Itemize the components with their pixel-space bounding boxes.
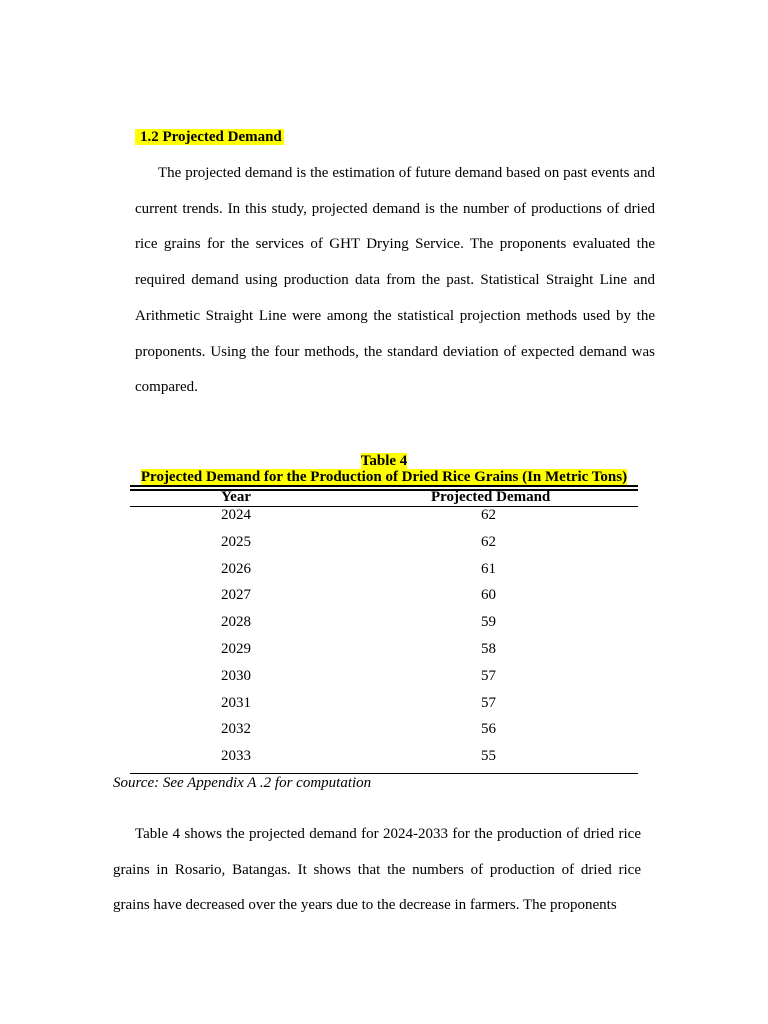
year-cell: 2030	[221, 667, 251, 684]
year-cell: 2026	[221, 560, 251, 577]
demand-cell: 55	[481, 748, 496, 765]
year-cell: 2031	[221, 694, 251, 711]
year-cell: 2024	[221, 507, 251, 523]
demand-cell: 61	[481, 560, 496, 577]
table-row	[130, 587, 638, 614]
discussion-paragraph: Table 4 shows the projected demand for 2024-2033 for the production of dried rice grains in Rosario, Batangas. It shows that the numbers of production of dried rice grains have decreased over the years due to the decrease in farmers. The proponents	[113, 826, 641, 914]
table-row	[130, 668, 638, 695]
table-row	[130, 507, 638, 534]
section-heading	[135, 128, 284, 147]
table-caption	[130, 453, 638, 485]
table-row	[130, 614, 638, 641]
table-number: Table 4	[360, 453, 408, 469]
table-source-note: Source: See Appendix A .2 for computation	[113, 775, 372, 791]
demand-cell: 60	[481, 587, 496, 604]
demand-cell: 56	[481, 721, 496, 738]
demand-cell: 59	[481, 614, 496, 631]
year-cell: 2028	[221, 614, 251, 631]
table-body	[130, 507, 638, 775]
demand-cell: 57	[481, 667, 496, 684]
demand-cell: 62	[481, 533, 496, 550]
table-row	[130, 748, 638, 775]
year-cell: 2027	[221, 587, 251, 604]
table-row	[130, 561, 638, 588]
table-row	[130, 695, 638, 722]
table-row	[130, 534, 638, 561]
year-column-header: Year	[221, 489, 251, 505]
year-cell: 2025	[221, 533, 251, 550]
demand-cell: 62	[481, 507, 496, 523]
table-row	[130, 721, 638, 748]
year-cell: 2033	[221, 748, 251, 765]
section-heading-text: 1.2 Projected Demand	[135, 129, 284, 145]
demand-cell: 58	[481, 640, 496, 657]
year-cell: 2032	[221, 721, 251, 738]
intro-paragraph: The projected demand is the estimation of future demand based on past events and current trends. In this study, projected demand is the number of productions of dried rice grains for the services of GHT Drying Service. The proponents evaluated the required demand using production data from the past. Statistical Straight Line and Arithmetic Straight Line were among the statistical projection methods used by the proponents. Using the four methods, the standard deviation of expected demand was compared.	[135, 165, 655, 396]
demand-column-header: Projected Demand	[431, 489, 551, 505]
table-title: Projected Demand for the Production of Dried Rice Grains (In Metric Tons)	[140, 469, 628, 485]
year-cell: 2029	[221, 640, 251, 657]
demand-cell: 57	[481, 694, 496, 711]
table-row	[130, 641, 638, 668]
table-top-rule	[130, 485, 638, 491]
